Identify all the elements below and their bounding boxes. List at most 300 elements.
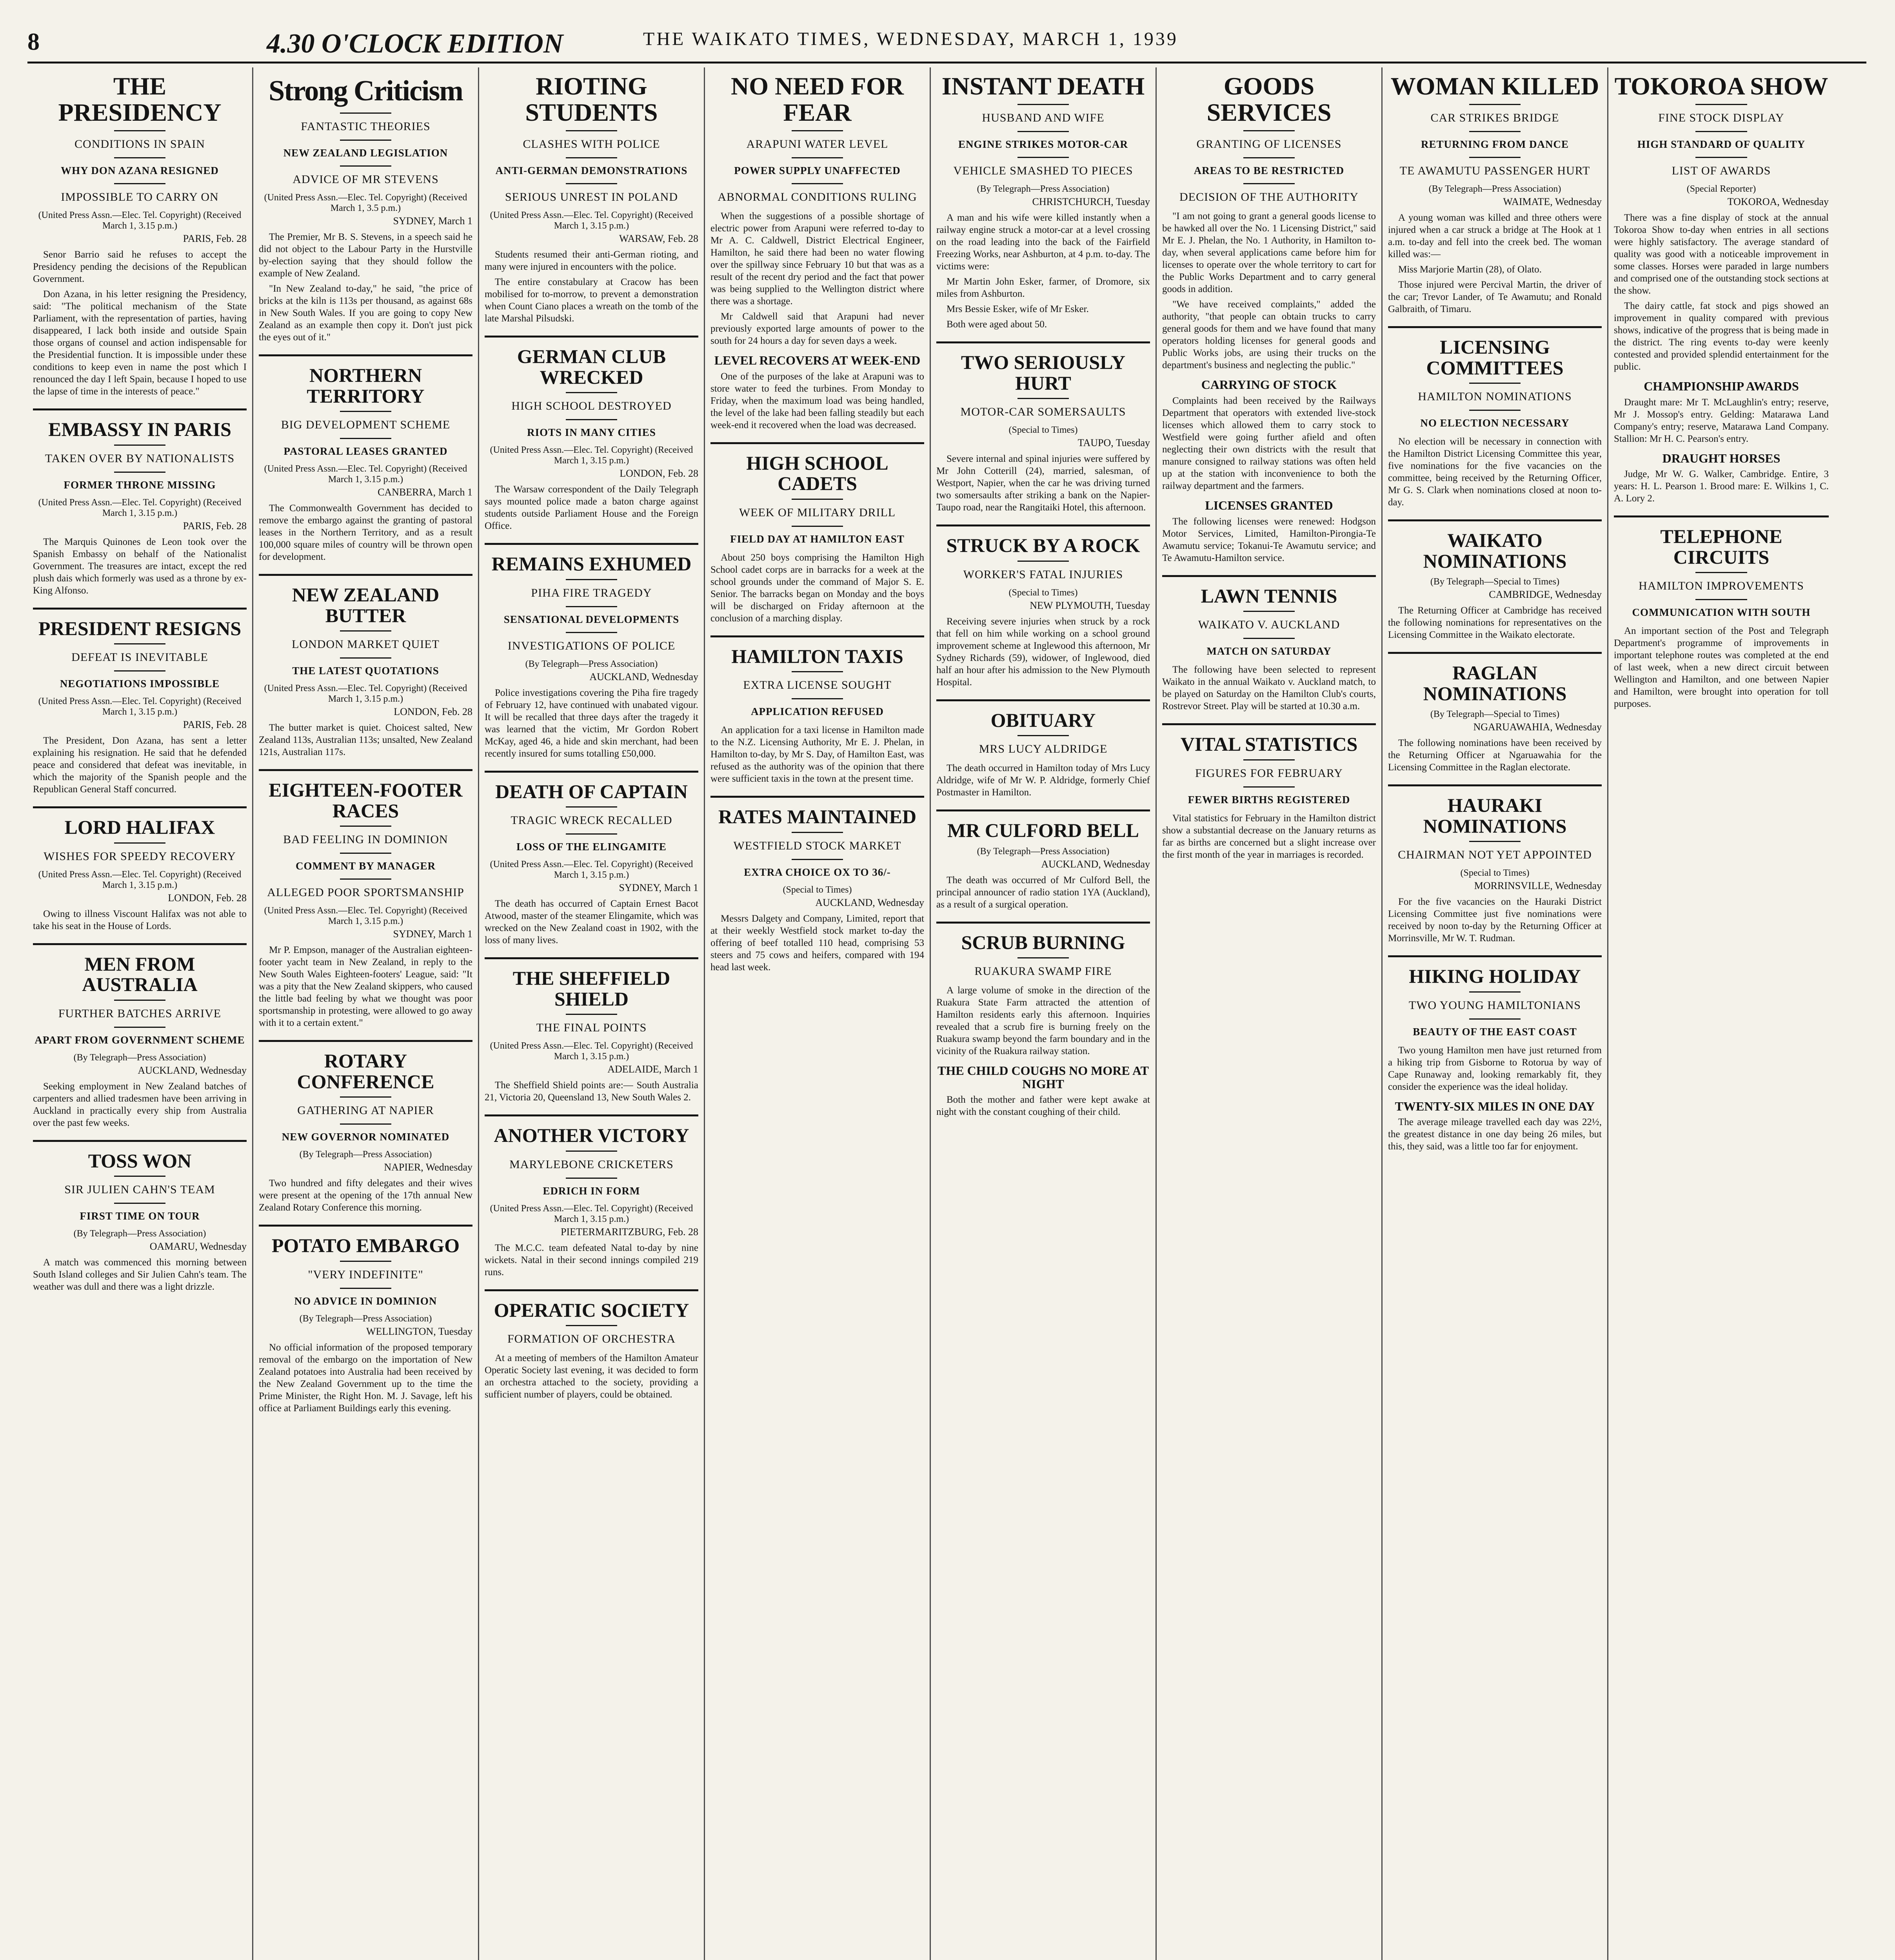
story-subheading: SENSATIONAL DEVELOPMENTS: [503, 613, 680, 625]
divider-rule: [792, 499, 843, 500]
divider-rule: [1243, 183, 1295, 184]
story-headline: REMAINS EXHUMED: [485, 543, 698, 574]
story-subheading: AREAS TO BE RESTRICTED: [1194, 165, 1344, 177]
story-dateline: TOKOROA, Wednesday: [1727, 196, 1829, 208]
story-paragraph: Seeking employment in New Zealand batches of carpenters and allied tradesmen have been arriving in Auckland in practically every ship from Australia over the past few weeks.: [33, 1081, 247, 1128]
divider-rule: [340, 878, 391, 880]
story-paragraph: The following licenses were renewed: Hodgson Motor Services, Limited, Hamilton-Pirongia-Te Awamutu service; Tokanui-Te Awamutu service; and Te Awamutu-Hamilton service.: [1162, 516, 1376, 563]
divider-rule: [566, 419, 617, 420]
column-4: [705, 67, 931, 1960]
divider-rule: [114, 130, 165, 131]
story-credit-line: (United Press Assn.—Elec. Tel. Copyright) (Received March 1, 3.5 p.m.): [264, 192, 467, 213]
news-columns: [27, 67, 1866, 1960]
story-credit-line: (United Press Assn.—Elec. Tel. Copyright) (Received March 1, 3.15 p.m.): [38, 869, 242, 890]
story-paragraph: The death has occurred of Captain Ernest Bacot Atwood, master of the steamer Elingamite, which was wrecked on the New Zealand coast in 1902, with the loss of many lives.: [485, 898, 698, 946]
story-paragraph: Mr P. Empson, manager of the Australian eighteen-footer yacht team in New Zealand, in reply to the New South Wales Eighteen-footers' League, said: "It was a pity that the New Zealand skippers, who caused the little bad feeling by what we thought was poor sportsmanship in protesting, were allowed to go away with it to a certain extent.": [259, 945, 472, 1028]
story-paragraph: Messrs Dalgety and Company, Limited, report that at their weekly Westfield stock market to-day the offering of beef totalled 110 head, comprising 53 steers and 75 cows and heifers, compared with 194 head last week.: [710, 913, 924, 973]
story-dateline: PIETERMARITZBURG, Feb. 28: [561, 1226, 698, 1238]
story-subheading: FURTHER BATCHES ARRIVE: [58, 1007, 222, 1020]
divider-rule: [1017, 131, 1069, 132]
story-subheading: WORKER'S FATAL INJURIES: [963, 568, 1123, 581]
story-dateline: CAMBRIDGE, Wednesday: [1489, 589, 1602, 601]
story-subheading: FIRST TIME ON TOUR: [80, 1210, 200, 1222]
story-credit-line: (By Telegraph—Press Association): [977, 846, 1110, 857]
divider-rule: [566, 157, 617, 158]
story-paragraph: "In New Zealand to-day," he said, "the price of bricks at the kiln is 113s per thousand, as against 68s in New South Wales. If you are going to copy New Zealand as an example then copy it. Don't just pick the eyes out of it.": [259, 283, 472, 343]
story-subheading: ADVICE OF MR STEVENS: [293, 173, 439, 186]
story-paragraph: The butter market is quiet. Choicest salted, New Zealand 113s, Australian 113s; unsalted, New Zealand 121s, Australian 117s.: [259, 722, 472, 757]
story-dateline: LONDON, Feb. 28: [168, 892, 247, 904]
story-subheading: DEFEAT IS INEVITABLE: [71, 651, 208, 664]
story-dateline: TAUPO, Tuesday: [1077, 437, 1150, 449]
story-subheading: FEWER BIRTHS REGISTERED: [1188, 793, 1350, 806]
story-dateline: AUCKLAND, Wednesday: [1041, 858, 1150, 870]
story-headline: THE PRESIDENCY: [58, 72, 222, 127]
story-headline: THE SHEFFIELD SHIELD: [485, 957, 698, 1009]
story-paragraph: About 250 boys comprising the Hamilton High School cadet corps are in barracks for a week at the school grounds under the command of Major S. E. Senior. The barracks began on Monday and the boys will be discharged on Friday afternoon at the conclusion of a marching display.: [710, 552, 924, 624]
divider-rule: [1243, 759, 1295, 760]
story-headline: STRUCK BY A ROCK: [936, 524, 1150, 556]
story-subheading: THE FINAL POINTS: [536, 1021, 647, 1034]
story-headline: INSTANT DEATH: [941, 72, 1145, 100]
story-paragraph: Don Azana, in his letter resigning the Presidency, said: "The political mechanism of the State Parliament, with the representation of parties, having disappeared, I lack both inside and outside Spain those organs of counsel and action indispensable for the Presidential function. It is impossible under these conditions to keep even in name the post which I renounced the day I left Spain, because I hoped to use the lapse of time in the interests of peace.": [33, 289, 247, 397]
divider-rule: [340, 411, 391, 412]
story-subheading: CAR STRIKES BRIDGE: [1430, 111, 1559, 125]
divider-rule: [340, 113, 391, 114]
story-subheading: FANTASTIC THEORIES: [301, 120, 431, 133]
story-credit-line: (Special to Times): [783, 884, 852, 895]
divider-rule: [792, 832, 843, 833]
story-credit-line: (United Press Assn.—Elec. Tel. Copyright) (Received March 1, 3.15 p.m.): [264, 683, 467, 704]
story-paragraph: At a meeting of members of the Hamilton Amateur Operatic Society last evening, it was decided to form an orchestra attached to the society, providing a sufficient number of players, could be obtained.: [485, 1353, 698, 1400]
masthead: [27, 24, 1866, 64]
divider-rule: [114, 1176, 165, 1177]
story-dateline: AUCKLAND, Wednesday: [589, 671, 698, 682]
divider-rule: [1017, 398, 1069, 399]
divider-rule: [566, 1178, 617, 1179]
divider-rule: [340, 438, 391, 439]
story-subheading: SERIOUS UNREST IN POLAND: [505, 191, 678, 204]
story-subheading: BIG DEVELOPMENT SCHEME: [281, 418, 451, 431]
column-3: [479, 67, 705, 1960]
story-headline: EMBASSY IN PARIS: [33, 408, 247, 440]
story-subheading: HIGH SCHOOL DESTROYED: [511, 399, 672, 413]
story-subheading: NEGOTIATIONS IMPOSSIBLE: [60, 678, 220, 690]
story-paragraph: Police investigations covering the Piha fire tragedy of February 12, have continued with unabated vigour. It will be recalled that three days after the tragedy it was learned that the victim, Mr Gordon Robert McKay, aged 46, a hide and skin merchant, had been recently insured for sums totalling £50,000.: [485, 687, 698, 759]
story-paragraph: No official information of the proposed temporary removal of the embargo on the importation of New Zealand potatoes into Australia had been received by the New Zealand Government up to the time the Prime Minister, the Right Hon. M. J. Savage, left his office at Parliament Buildings early this evening.: [259, 1342, 472, 1414]
story-credit-line: (By Telegraph—Press Association): [977, 184, 1110, 194]
divider-rule: [114, 1203, 165, 1204]
story-headline: SCRUB BURNING: [936, 922, 1150, 953]
story-subheading: RIOTS IN MANY CITIES: [527, 426, 656, 439]
story-paragraph: The Sheffield Shield points are:— South Australia 21, Victoria 20, Queensland 13, New South Wales 2.: [485, 1080, 698, 1103]
story-paragraph: "I am not going to grant a general goods license to be hawked all over the No. 1 Licensing District," said Mr E. J. Phelan, the No. 1 Authority, in Hamilton to-day, when several applications came before him for licenses to operate over the whole territory to cart for the Public Works Department and to carry general goods in addition.: [1162, 211, 1376, 295]
story-paragraph: The death was occurred of Mr Culford Bell, the principal announcer of radio station 1YA (Auckland), as a result of a surgical operation.: [936, 875, 1150, 910]
story-paragraph: One of the purposes of the lake at Arapuni was to store water to feed the turbines. From Monday to Friday, when the maximum load was being handled, the level of the lake had been falling steadily but each week-end it recovered when the load was decreased.: [710, 371, 924, 430]
story-paragraph: Two hundred and fifty delegates and their wives were present at the opening of the 17th annual New Zealand Rotary Conference this morning.: [259, 1178, 472, 1213]
divider-rule: [114, 157, 165, 158]
story-subheading: HAMILTON IMPROVEMENTS: [1639, 579, 1804, 593]
story-subheading: RETURNING FROM DANCE: [1421, 138, 1569, 151]
divider-rule: [1243, 786, 1295, 788]
divider-rule: [114, 183, 165, 184]
divider-rule: [340, 1123, 391, 1125]
story-paragraph: A match was commenced this morning between South Island colleges and Sir Julien Cahn's team. The weather was dull and there was a light drizzle.: [33, 1257, 247, 1292]
divider-rule: [340, 657, 391, 659]
divider-rule: [566, 833, 617, 835]
divider-rule: [1695, 131, 1747, 132]
divider-rule: [1017, 735, 1069, 736]
story-dateline: WELLINGTON, Tuesday: [366, 1325, 472, 1337]
column-2: [253, 67, 479, 1960]
story-credit-line: (Special Reporter): [1686, 184, 1756, 194]
story-subheading: WHY DON AZANA RESIGNED: [61, 165, 219, 177]
page-number: 8: [27, 29, 40, 55]
story-headline: PRESIDENT RESIGNS: [33, 608, 247, 639]
story-paragraph: The Commonwealth Government has decided to remove the embargo against the granting of pastoral leases in the Northern Territory, and as a result 100,000 square miles of country will be thrown open for development.: [259, 503, 472, 562]
story-credit-line: (Special to Times): [1008, 587, 1078, 598]
newspaper-title-date: THE WAIKATO TIMES, WEDNESDAY, MARCH 1, 1939: [643, 29, 1178, 49]
story-headline: RATES MAINTAINED: [710, 796, 924, 827]
story-subheading: WAIKATO V. AUCKLAND: [1198, 618, 1340, 632]
divider-rule: [566, 606, 617, 607]
story-paragraph: The following have been selected to represent Waikato in the annual Waikato v. Auckland match, to be played on Saturday on the Hamilton Club's courts, Rostrevor Street. Play will be started at 10.30 a.m.: [1162, 664, 1376, 712]
divider-rule: [1017, 561, 1069, 562]
divider-rule: [792, 183, 843, 184]
story-headline: OBITUARY: [936, 699, 1150, 731]
story-headline: MEN FROM AUSTRALIA: [33, 943, 247, 995]
story-credit-line: (United Press Assn.—Elec. Tel. Copyright) (Received March 1, 3.15 p.m.): [490, 1041, 693, 1062]
story-subheading: MOTOR-CAR SOMERSAULTS: [960, 405, 1126, 419]
story-headline: TWO SERIOUSLY HURT: [936, 341, 1150, 393]
divider-rule: [1469, 1018, 1521, 1020]
story-paragraph: Both the mother and father were kept awake at night with the constant coughing of their child.: [936, 1094, 1150, 1118]
story-headline: POTATO EMBARGO: [259, 1225, 472, 1256]
divider-rule: [566, 632, 617, 633]
story-subheading: ARAPUNI WATER LEVEL: [746, 138, 888, 151]
story-paragraph: A large volume of smoke in the direction of the Ruakura State Farm attracted the attention of Hamilton residents early this afternoon. Inquiries revealed that a scrub fire is burning freely on the Ruakura swamp beyond the farm boundary and in the vicinity of the Ruakura railway station.: [936, 985, 1150, 1057]
story-subheading: MARYLEBONE CRICKETERS: [509, 1158, 674, 1171]
story-paragraph: When the suggestions of a possible shortage of electric power from Arapuni were referred to-day to Mr A. C. Caldwell, District Electrical Engineer, Hamilton, he said there had been no water flowing over the spillway since February 10 but that was as a result of the recent dry period and the fact that power was being supplied to the Wellington district where there was a shortage.: [710, 211, 924, 307]
story-subheading: APPLICATION REFUSED: [751, 706, 884, 718]
story-subheading: HIGH STANDARD OF QUALITY: [1637, 138, 1806, 151]
story-paragraph: The Warsaw correspondent of the Daily Telegraph says mounted police made a baton charge against students outside Parliament House and the Foreign Office.: [485, 484, 698, 532]
story-dateline: CANBERRA, March 1: [378, 486, 472, 498]
divider-rule: [1469, 131, 1521, 132]
story-credit-line: (By Telegraph—Press Association): [73, 1229, 206, 1239]
story-subheading: WISHES FOR SPEEDY RECOVERY: [44, 849, 236, 863]
story-paragraph: Senor Barrio said he refuses to accept the Presidency pending the decisions of the Republican Government.: [33, 249, 247, 285]
divider-rule: [566, 130, 617, 131]
story-paragraph: The Premier, Mr B. S. Stevens, in a speech said he did not object to the Labour Party in the Hurstville by-election saying that they should follow the example of New Zealand.: [259, 232, 472, 279]
divider-rule: [340, 140, 391, 141]
column-7: [1383, 67, 1608, 1960]
story-subheading: MATCH ON SATURDAY: [1206, 645, 1332, 657]
story-paragraph: The following nominations have been received by the Returning Officer at Ngaruawahia for the Licensing Committee in the Raglan electorate.: [1388, 738, 1602, 773]
divider-rule: [114, 445, 165, 446]
story-paragraph: The Returning Officer at Cambridge has received the following nominations for representatives on the Licensing Committee in the Waikato electorate.: [1388, 605, 1602, 641]
story-subheading: ENGINE STRIKES MOTOR-CAR: [958, 138, 1128, 151]
story-subheading: HAMILTON NOMINATIONS: [1418, 390, 1572, 403]
story-paragraph: The President, Don Azana, has sent a letter explaining his resignation. He said that he defended peace and considered that defeat was inevitable, in which the majority of the Spanish people and the Republican General Staff concurred.: [33, 735, 247, 795]
story-subheading: FORMER THRONE MISSING: [64, 479, 216, 491]
story-credit-line: (By Telegraph—Press Association): [299, 1149, 432, 1160]
edition-label: 4.30 O'CLOCK EDITION: [267, 29, 563, 59]
story-headline: ROTARY CONFERENCE: [259, 1040, 472, 1092]
divider-rule: [114, 670, 165, 671]
story-subheading: CHAIRMAN NOT YET APPOINTED: [1398, 848, 1592, 862]
story-subheading: INVESTIGATIONS OF POLICE: [507, 639, 676, 652]
divider-rule: [1469, 410, 1521, 411]
divider-rule: [1695, 157, 1747, 158]
story-subheading: WESTFIELD STOCK MARKET: [733, 839, 901, 852]
story-dateline: SYDNEY, March 1: [393, 215, 472, 227]
divider-rule: [1695, 599, 1747, 600]
divider-rule: [340, 1096, 391, 1098]
divider-rule: [114, 643, 165, 644]
story-dateline: NGARUAWAHIA, Wednesday: [1473, 721, 1602, 733]
story-credit-line: (United Press Assn.—Elec. Tel. Copyright) (Received March 1, 3.15 p.m.): [490, 445, 693, 466]
story-paragraph: An application for a taxi license in Hamilton made to the N.Z. Licensing Authority, Mr E. J. Phelan, in Hamilton to-day, by Mr S. Day, of Hamilton East, was refused as the authority was of the opinion that there were sufficient taxis in the town at the present time.: [710, 725, 924, 784]
story-paragraph: Students resumed their anti-German rioting, and many were injured in encounters with the police.: [485, 249, 698, 272]
story-headline: WOMAN KILLED: [1390, 72, 1599, 100]
story-headline: RIOTING STUDENTS: [525, 72, 658, 127]
story-subheading: VEHICLE SMASHED TO PIECES: [953, 164, 1133, 178]
story-paragraph: Mrs Bessie Esker, wife of Mr Esker.: [947, 304, 1089, 315]
story-headline: Strong Criticism: [269, 75, 463, 107]
story-subheading: TAKEN OVER BY NATIONALISTS: [45, 452, 235, 465]
story-subheading: COMMENT BY MANAGER: [296, 860, 436, 872]
story-paragraph: A man and his wife were killed instantly when a railway engine struck a motor-car at a level crossing on the road leading into the back of the Fairfield Freezing Works, near Ashburton, at 4 p.m. to-day. The victims were:: [936, 212, 1150, 272]
story-headline: LEVEL RECOVERS AT WEEK-END: [714, 353, 921, 368]
story-headline: DEATH OF CAPTAIN: [485, 771, 698, 802]
divider-rule: [792, 157, 843, 158]
story-dateline: CHRISTCHURCH, Tuesday: [1032, 196, 1150, 208]
story-dateline: WARSAW, Feb. 28: [619, 233, 698, 245]
story-subheading: PASTORAL LEASES GRANTED: [283, 445, 448, 457]
divider-rule: [566, 1014, 617, 1015]
story-headline: CHAMPIONSHIP AWARDS: [1644, 379, 1799, 394]
divider-rule: [566, 183, 617, 184]
story-headline: NORTHERN TERRITORY: [259, 354, 472, 406]
story-paragraph: The average mileage travelled each day was 22½, the greatest distance in one day being 26 miles, but this, they said, was a little too far for enjoyment.: [1388, 1117, 1602, 1152]
story-subheading: WEEK OF MILITARY DRILL: [739, 506, 896, 519]
story-subheading: TRAGIC WRECK RECALLED: [511, 814, 672, 827]
story-credit-line: (By Telegraph—Press Association): [1428, 184, 1561, 194]
story-subheading: FINE STOCK DISPLAY: [1658, 111, 1784, 125]
divider-rule: [1243, 638, 1295, 639]
story-credit-line: (By Telegraph—Press Association): [73, 1052, 206, 1063]
story-headline: HAMILTON TAXIS: [710, 635, 924, 667]
story-headline: HIKING HOLIDAY: [1388, 955, 1602, 987]
divider-rule: [340, 1288, 391, 1289]
column-1: [27, 67, 253, 1960]
story-dateline: ADELAIDE, March 1: [607, 1063, 698, 1075]
story-credit-line: (United Press Assn.—Elec. Tel. Copyright) (Received March 1, 3.15 p.m.): [490, 859, 693, 880]
divider-rule: [566, 392, 617, 393]
story-headline: EIGHTEEN-FOOTER RACES: [259, 769, 472, 821]
divider-rule: [792, 526, 843, 527]
story-headline: GERMAN CLUB WRECKED: [485, 336, 698, 387]
divider-rule: [792, 130, 843, 131]
story-credit-line: (United Press Assn.—Elec. Tel. Copyright) (Received March 1, 3.15 p.m.): [264, 464, 467, 485]
story-dateline: NEW PLYMOUTH, Tuesday: [1030, 599, 1150, 611]
story-subheading: HUSBAND AND WIFE: [982, 111, 1105, 125]
story-headline: MR CULFORD BELL: [936, 809, 1150, 841]
story-subheading: IMPOSSIBLE TO CARRY ON: [61, 191, 219, 204]
story-subheading: MRS LUCY ALDRIDGE: [979, 742, 1108, 756]
story-paragraph: For the five vacancies on the Hauraki District Licensing Committee just five nominations were received by noon to-day by the Returning Officer at Morrinsville, Mr W. T. Rudman.: [1388, 897, 1602, 944]
divider-rule: [566, 1325, 617, 1326]
story-dateline: AUCKLAND, Wednesday: [138, 1064, 247, 1076]
divider-rule: [340, 1261, 391, 1262]
divider-rule: [340, 630, 391, 632]
story-credit-line: (United Press Assn.—Elec. Tel. Copyright) (Received March 1, 3.15 p.m.): [490, 210, 693, 231]
divider-rule: [1469, 157, 1521, 158]
story-paragraph: Receiving severe injuries when struck by a rock that fell on him while working on a school ground improvement scheme at Inglewood this afternoon, Mr Sydney Richards (59), widower, of Inglewood, died half an hour after his admission to the New Plymouth Hospital.: [936, 616, 1150, 688]
story-paragraph: The entire constabulary at Cracow has been mobilised for to-morrow, to prevent a demonstration when Count Ciano places a wreath on the tomb of the late Marshal Pilsudski.: [485, 277, 698, 324]
story-headline: HAURAKI NOMINATIONS: [1388, 784, 1602, 836]
divider-rule: [1469, 991, 1521, 993]
story-dateline: SYDNEY, March 1: [619, 882, 698, 894]
story-dateline: WAIMATE, Wednesday: [1503, 196, 1602, 208]
story-paragraph: The Marquis Quinones de Leon took over the Spanish Embassy on behalf of the Nationalist Government. The treasures are intact, except the red plush dais which formerly was used as a throne by ex-King Alfonso.: [33, 536, 247, 596]
story-headline: TOSS WON: [33, 1140, 247, 1171]
story-paragraph: The dairy cattle, fat stock and pigs showed an improvement in quality compared with previous shows, indicative of the progress that is being made in the district. The ring events to-day were keenly contested and provided splendid entertainment for the public.: [1614, 301, 1829, 372]
story-dateline: OAMARU, Wednesday: [149, 1241, 247, 1252]
story-subheading: LIST OF AWARDS: [1672, 164, 1771, 178]
story-subheading: "VERY INDEFINITE": [308, 1268, 423, 1281]
story-subheading: BAD FEELING IN DOMINION: [283, 833, 448, 846]
story-subheading: ALLEGED POOR SPORTSMANSHIP: [267, 886, 464, 899]
divider-rule: [1017, 957, 1069, 958]
divider-rule: [1243, 157, 1295, 158]
divider-rule: [1695, 104, 1747, 105]
divider-rule: [792, 671, 843, 672]
divider-rule: [792, 698, 843, 699]
story-subheading: TWO YOUNG HAMILTONIANS: [1408, 998, 1581, 1012]
story-credit-line: (United Press Assn.—Elec. Tel. Copyright) (Received March 1, 3.15 p.m.): [490, 1203, 693, 1224]
story-subheading: LONDON MARKET QUIET: [292, 638, 440, 651]
divider-rule: [792, 859, 843, 860]
story-headline: WAIKATO NOMINATIONS: [1388, 519, 1602, 571]
story-subheading: SIR JULIEN CAHN'S TEAM: [64, 1183, 215, 1196]
divider-rule: [1017, 157, 1069, 158]
story-subheading: ANTI-GERMAN DEMONSTRATIONS: [495, 165, 688, 177]
story-credit-line: (Special to Times): [1460, 868, 1530, 878]
divider-rule: [566, 806, 617, 808]
story-subheading: NEW GOVERNOR NOMINATED: [282, 1131, 450, 1143]
story-subheading: CLASHES WITH POLICE: [523, 138, 660, 151]
divider-rule: [114, 1000, 165, 1001]
story-subheading: TE AWAMUTU PASSENGER HURT: [1399, 164, 1590, 178]
divider-rule: [1243, 130, 1295, 131]
story-headline: VITAL STATISTICS: [1162, 723, 1376, 755]
divider-rule: [114, 1027, 165, 1028]
story-subheading: EDRICH IN FORM: [543, 1185, 640, 1197]
story-subheading: PIHA FIRE TRAGEDY: [531, 586, 652, 599]
story-credit-line: (By Telegraph—Special to Times): [1430, 577, 1560, 587]
story-headline: TWENTY-SIX MILES IN ONE DAY: [1395, 1099, 1595, 1113]
story-paragraph: Both were aged about 50.: [947, 319, 1047, 330]
story-paragraph: Complaints had been received by the Railways Department that operators with extended live-stock licenses which allowed them to carry stock to Westfield were going further afield and often neglecting their own districts with the result that manure consigned to railway stations was often held up at the station with inconvenience to both the railway department and the farmers.: [1162, 395, 1376, 491]
story-headline: DRAUGHT HORSES: [1662, 451, 1781, 465]
story-headline: THE CHILD COUGHS NO MORE AT NIGHT: [937, 1063, 1149, 1091]
story-paragraph: No election will be necessary in connection with the Hamilton District Licensing Committee this year, five nominations for the five vacancies on the committee, being received by the Returning Officer, Mr G. S. Clark when nominations closed at noon to-day.: [1388, 436, 1602, 508]
story-headline: NEW ZEALAND BUTTER: [259, 574, 472, 626]
story-headline: RAGLAN NOMINATIONS: [1388, 652, 1602, 704]
divider-rule: [1469, 383, 1521, 384]
story-credit-line: (United Press Assn.—Elec. Tel. Copyright) (Received March 1, 3.15 p.m.): [38, 696, 242, 717]
story-subheading: EXTRA LICENSE SOUGHT: [743, 679, 892, 692]
story-dateline: LONDON, Feb. 28: [620, 468, 698, 479]
story-credit-line: (United Press Assn.—Elec. Tel. Copyright) (Received March 1, 3.15 p.m.): [38, 497, 242, 518]
story-paragraph: Severe internal and spinal injuries were suffered by Mr John Cotterill (24), married, salesman, of Westport, Napier, when the car he was driving turned two somersaults after striking a bank on the Napier-Taupo road, near the Rangitaiki Hotel, this afternoon.: [936, 454, 1150, 513]
story-headline: LICENSING COMMITTEES: [1388, 326, 1602, 378]
divider-rule: [1469, 104, 1521, 105]
story-subheading: APART FROM GOVERNMENT SCHEME: [35, 1034, 245, 1046]
story-headline: OPERATIC SOCIETY: [485, 1289, 698, 1321]
story-paragraph: "We have received complaints," added the authority, "that people can obtain trucks to carry general goods for them and we have found that many operators holding licenses for general goods and Public Works jobs, are using their trucks on the department's business and neglecting the public.": [1162, 299, 1376, 371]
column-5: [931, 67, 1157, 1960]
story-headline: TELEPHONE CIRCUITS: [1614, 515, 1829, 567]
column-8: [1608, 67, 1834, 1960]
story-paragraph: Two young Hamilton men have just returned from a hiking trip from Gisborne to Rotorua by way of Cape Runaway and, looking remarkably fit, they consider the experience was the ideal holiday.: [1388, 1045, 1602, 1092]
column-6: [1157, 67, 1383, 1960]
story-paragraph: Owing to illness Viscount Halifax was not able to take his seat in the House of Lords.: [33, 908, 247, 931]
divider-rule: [1243, 611, 1295, 612]
story-paragraph: Miss Marjorie Martin (28), of Olato.: [1398, 264, 1542, 275]
story-subheading: COMMUNICATION WITH SOUTH: [1632, 606, 1811, 619]
story-subheading: DECISION OF THE AUTHORITY: [1179, 191, 1359, 204]
divider-rule: [340, 826, 391, 827]
story-paragraph: Mr Martin John Esker, farmer, of Dromore, six miles from Ashburton.: [936, 276, 1150, 299]
story-headline: NO NEED FOR FEAR: [731, 72, 904, 127]
story-paragraph: The M.C.C. team defeated Natal to-day by nine wickets. Natal in their second innings compiled 219 runs.: [485, 1242, 698, 1278]
story-subheading: ABNORMAL CONDITIONS RULING: [718, 191, 917, 204]
story-credit-line: (By Telegraph—Press Association): [299, 1313, 432, 1324]
divider-rule: [1017, 104, 1069, 105]
story-dateline: LONDON, Feb. 28: [394, 706, 472, 717]
story-dateline: SYDNEY, March 1: [393, 928, 472, 940]
story-headline: LORD HALIFAX: [33, 806, 247, 838]
divider-rule: [1469, 841, 1521, 842]
story-credit-line: (United Press Assn.—Elec. Tel. Copyright) (Received March 1, 3.15 p.m.): [264, 906, 467, 926]
story-subheading: GRANTING OF LICENSES: [1196, 138, 1342, 151]
divider-rule: [340, 165, 391, 167]
story-headline: HIGH SCHOOL CADETS: [710, 442, 924, 494]
story-credit-line: (United Press Assn.—Elec. Tel. Copyright) (Received March 1, 3.15 p.m.): [38, 210, 242, 231]
story-paragraph: There was a fine display of stock at the annual Tokoroa Show to-day when entries in all sections were highly satisfactory. The average standard of quality was good with a noticeable improvement in some classes. Horses were paraded in large numbers and comprised one of the outstanding stock sections at the show.: [1614, 212, 1829, 296]
story-headline: LICENSES GRANTED: [1205, 498, 1333, 512]
story-dateline: AUCKLAND, Wednesday: [815, 897, 924, 908]
story-subheading: THE LATEST QUOTATIONS: [292, 665, 439, 677]
story-headline: CARRYING OF STOCK: [1201, 377, 1337, 392]
story-subheading: CONDITIONS IN SPAIN: [74, 138, 205, 151]
story-credit-line: (By Telegraph—Special to Times): [1430, 709, 1560, 720]
divider-rule: [114, 842, 165, 844]
divider-rule: [566, 579, 617, 580]
story-subheading: NEW ZEALAND LEGISLATION: [283, 147, 448, 159]
story-dateline: PARIS, Feb. 28: [183, 520, 247, 532]
story-paragraph: The death occurred in Hamilton today of Mrs Lucy Aldridge, wife of Mr W. P. Aldridge, formerly Chief Postmaster in Hamilton.: [936, 763, 1150, 798]
story-subheading: FIGURES FOR FEBRUARY: [1195, 766, 1343, 780]
story-dateline: PARIS, Feb. 28: [183, 233, 247, 245]
story-subheading: BEAUTY OF THE EAST COAST: [1413, 1025, 1577, 1038]
story-subheading: NO ELECTION NECESSARY: [1420, 417, 1570, 429]
story-headline: ANOTHER VICTORY: [485, 1114, 698, 1146]
divider-rule: [114, 472, 165, 473]
